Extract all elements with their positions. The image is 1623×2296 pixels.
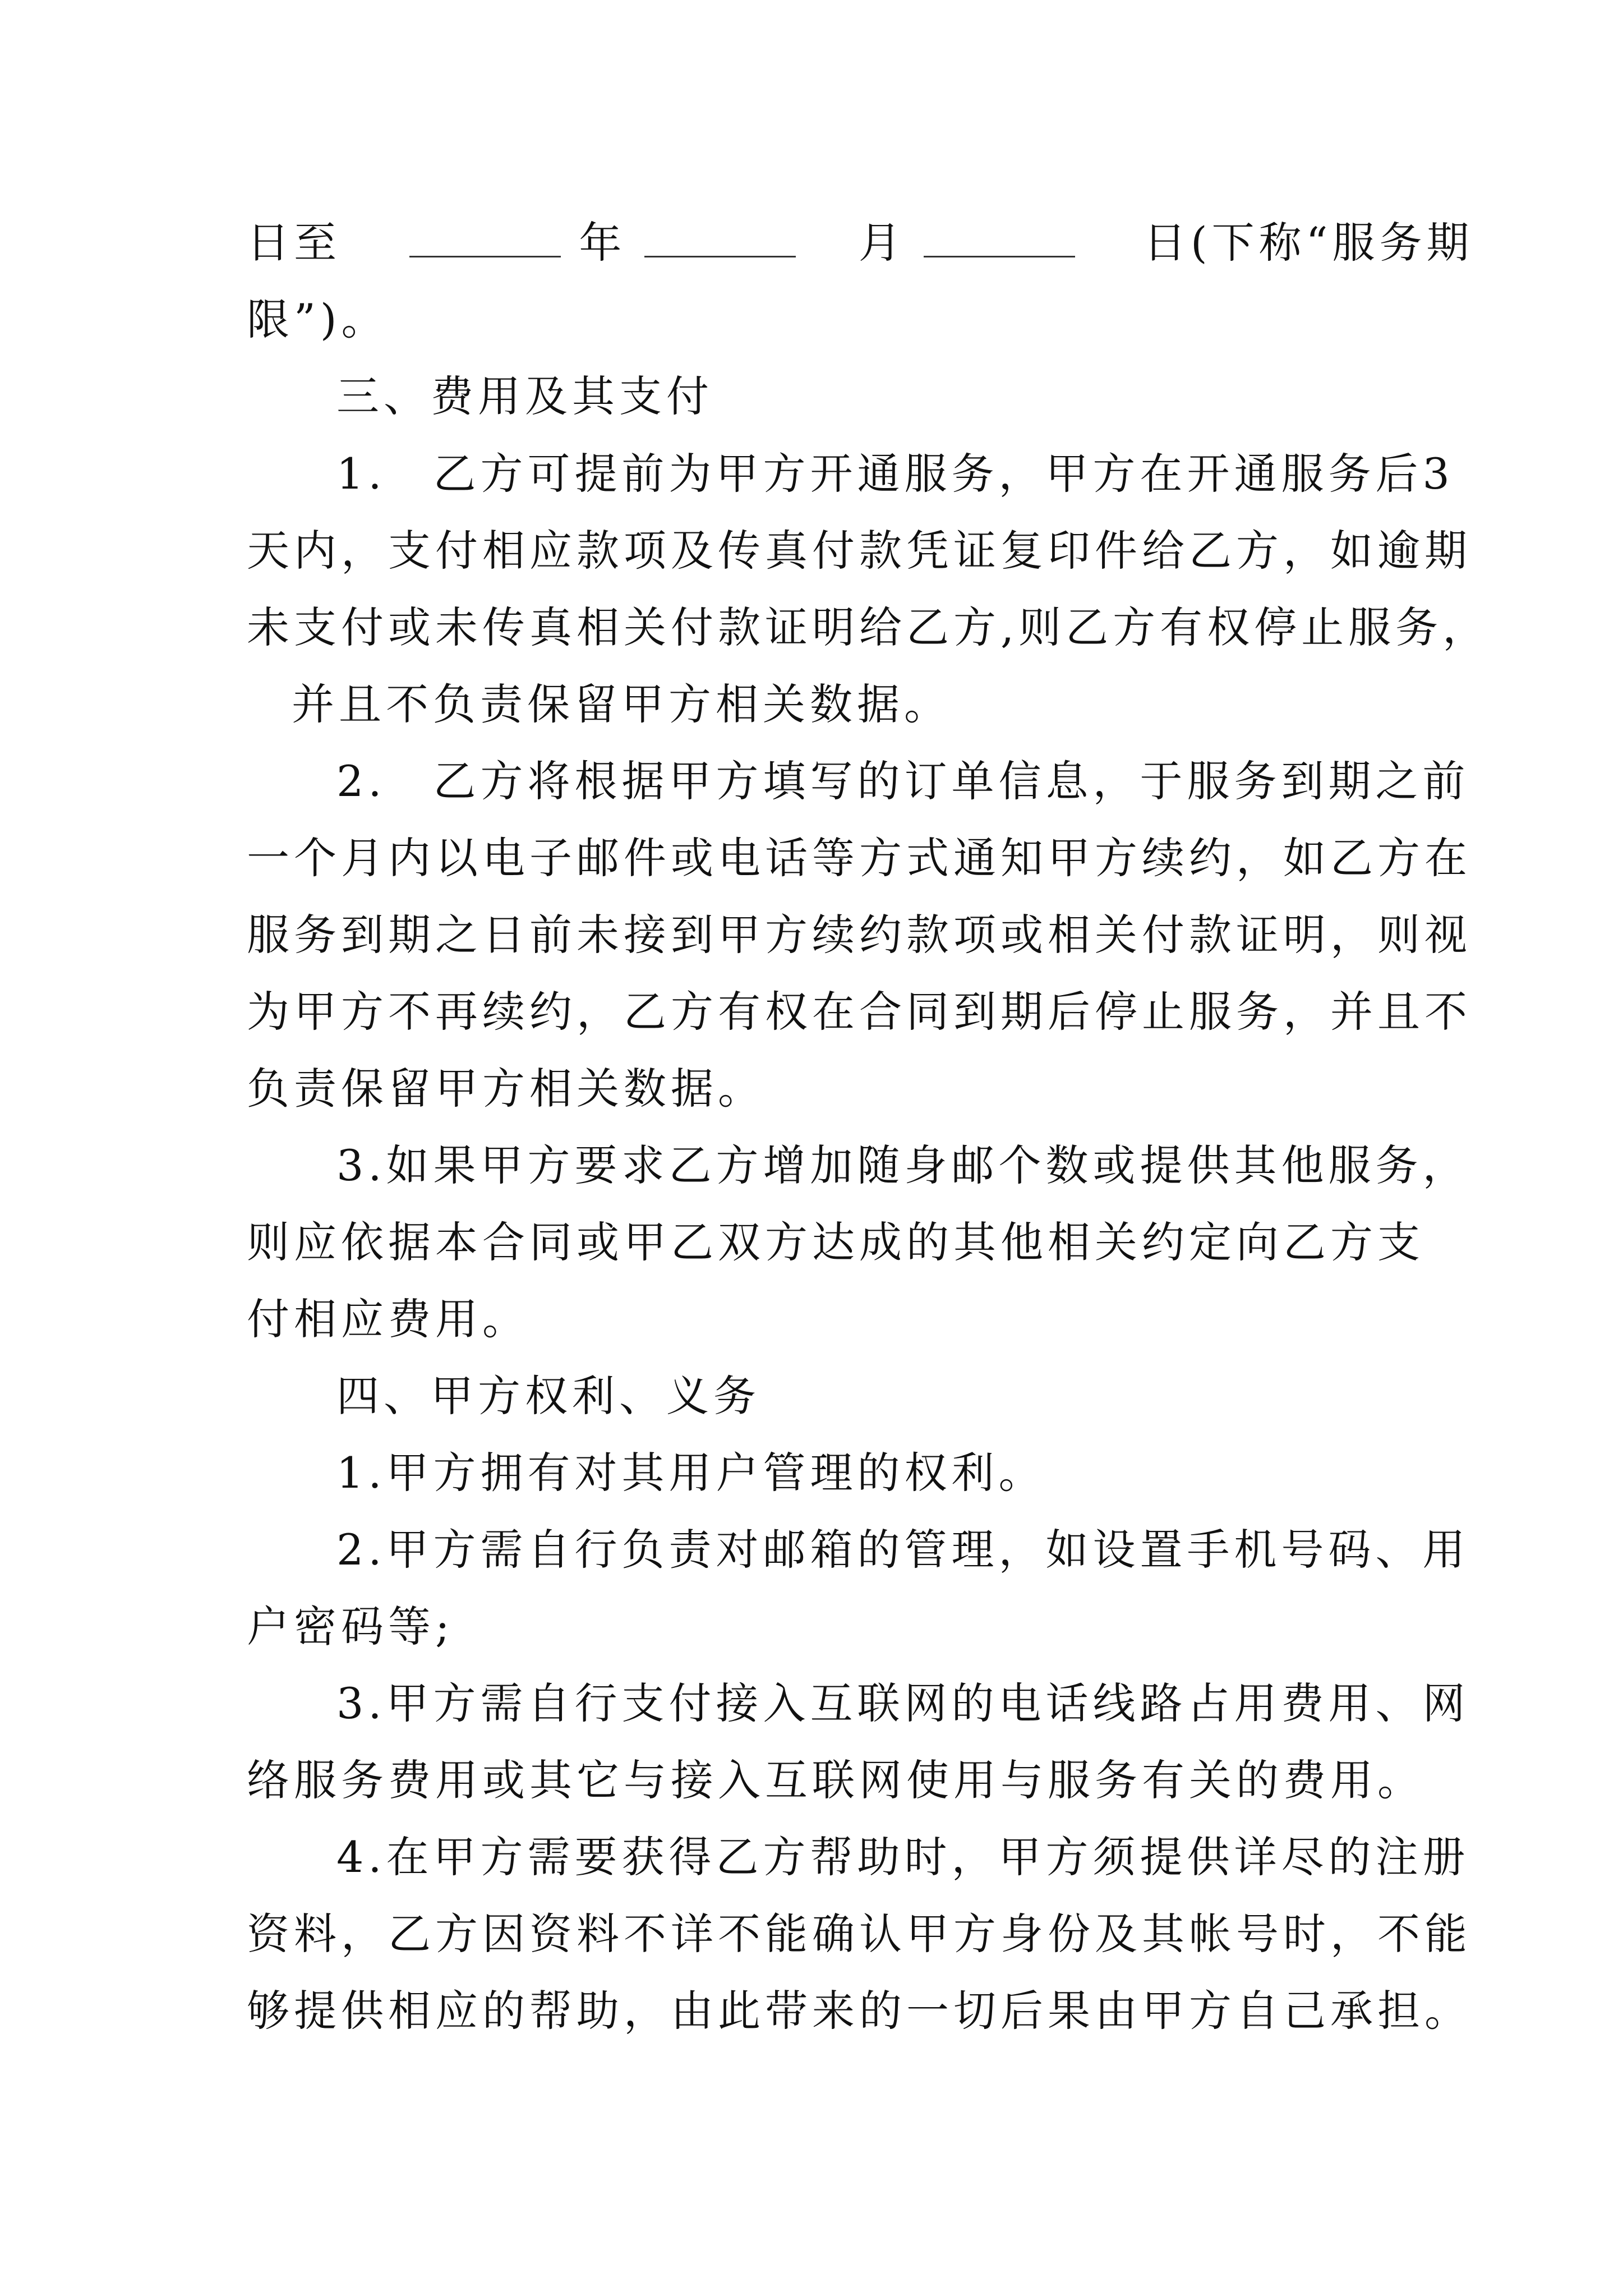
fee-item-1-line-1: 1. 乙方可提前为甲方开通服务，甲方在开通服务后3 [336,449,1454,499]
fee-item-2-line-1: 2. 乙方将根据甲方填写的订单信息，于服务到期之前 [336,756,1470,806]
service-period-line-2: 限”)。 [247,295,389,344]
fee-item-3-line-3: 付相应费用。 [247,1294,529,1344]
rights-item-4-line-1: 4.在甲方需要获得乙方帮助时，甲方须提供详尽的注册 [336,1832,1470,1882]
fee-item-2-line-3: 服务到期之日前未接到甲方续约款项或相关付款证明，则视 [247,910,1472,960]
rights-item-3-line-2: 络服务费用或其它与接入互联网使用与服务有关的费用。 [247,1755,1424,1805]
rights-item-4-line-2: 资料，乙方因资料不详不能确认甲方身份及其帐号时，不能 [247,1909,1472,1959]
fee-item-3-line-1: 3.如果甲方要求乙方增加随身邮个数或提供其他服务， [336,1140,1470,1190]
fee-item-1-line-2: 天内，支付相应款项及传真付款凭证复印件给乙方，如逾期 [247,526,1472,576]
fee-item-2-line-5: 负责保留甲方相关数据。 [247,1064,765,1114]
rights-item-3-line-1: 3.甲方需自行支付接入互联网的电话线路占用费用、网 [336,1678,1470,1728]
rights-item-1-line-1: 1.甲方拥有对其用户管理的权利。 [336,1448,1046,1498]
fee-item-1-line-4: 并且不负责保留甲方相关数据。 [292,679,951,729]
fee-item-1-line-3: 未支付或未传真相关付款证明给乙方,则乙方有权停止服务， [247,602,1490,652]
service-period-line [247,215,1474,271]
year-blank [409,217,561,257]
rights-item-4-line-3: 够提供相应的帮助，由此带来的一切后果由甲方自己承担。 [247,1986,1472,2036]
month-blank-start [644,217,796,257]
day-blank [924,217,1075,257]
rights-item-2-line-2: 户密码等; [247,1602,454,1651]
rights-item-2-line-1: 2.甲方需自行负责对邮箱的管理，如设置手机号码、用 [336,1525,1470,1575]
section-heading-fees: 三、费用及其支付 [336,371,713,421]
text-nian: 年 [579,218,626,268]
text-service-period-label: 日(下称“服务期 [1144,218,1474,268]
fee-item-2-line-4: 为甲方不再续约，乙方有权在合同到期后停止服务，并且不 [247,987,1472,1037]
fee-item-2-line-2: 一个月内以电子邮件或电话等方式通知甲方续约，如乙方在 [247,833,1472,883]
fee-item-3-line-2: 则应依据本合同或甲乙双方达成的其他相关约定向乙方支 [247,1217,1424,1267]
section-heading-rights: 四、甲方权利、义务 [336,1371,760,1421]
text-ri-zhi: 日至 [247,218,341,268]
text-yue: 月 [858,218,906,268]
